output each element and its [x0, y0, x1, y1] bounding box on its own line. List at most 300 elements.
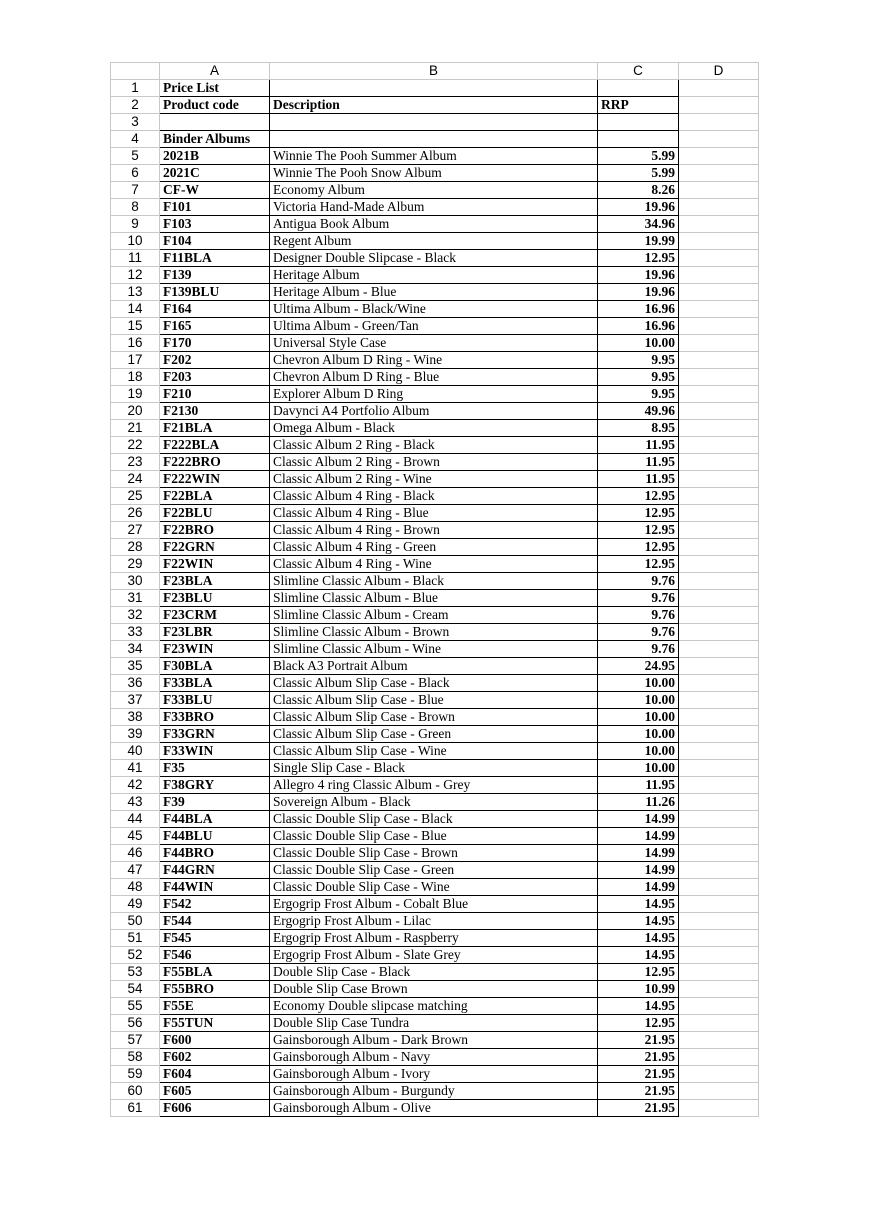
cell-product-code[interactable]: F542	[160, 896, 270, 913]
row-number[interactable]: 40	[111, 743, 160, 760]
row-number[interactable]: 58	[111, 1049, 160, 1066]
cell-column-d[interactable]	[679, 505, 759, 522]
cell-description[interactable]	[270, 131, 598, 148]
cell-product-code[interactable]: F604	[160, 1066, 270, 1083]
row-number[interactable]: 10	[111, 233, 160, 250]
row-number[interactable]: 7	[111, 182, 160, 199]
row-number[interactable]: 23	[111, 454, 160, 471]
cell-rrp[interactable]: 19.96	[598, 284, 679, 301]
cell-column-d[interactable]	[679, 114, 759, 131]
cell-rrp[interactable]: 16.96	[598, 318, 679, 335]
cell-rrp[interactable]: 14.99	[598, 879, 679, 896]
cell-rrp[interactable]: 21.95	[598, 1100, 679, 1117]
cell-rrp[interactable]: 10.00	[598, 675, 679, 692]
cell-rrp[interactable]: 21.95	[598, 1066, 679, 1083]
cell-product-code[interactable]: F44BLA	[160, 811, 270, 828]
cell-description[interactable]: Classic Double Slip Case - Blue	[270, 828, 598, 845]
row-number[interactable]: 31	[111, 590, 160, 607]
cell-product-code[interactable]: F139BLU	[160, 284, 270, 301]
cell-column-d[interactable]	[679, 369, 759, 386]
cell-column-d[interactable]	[679, 947, 759, 964]
cell-rrp[interactable]: 14.95	[598, 947, 679, 964]
cell-rrp[interactable]: 21.95	[598, 1083, 679, 1100]
row-number[interactable]: 32	[111, 607, 160, 624]
cell-rrp[interactable]: 14.99	[598, 828, 679, 845]
cell-rrp[interactable]: 9.76	[598, 624, 679, 641]
cell-rrp[interactable]: 10.00	[598, 743, 679, 760]
cell-description[interactable]: Chevron Album D Ring - Wine	[270, 352, 598, 369]
row-number[interactable]: 3	[111, 114, 160, 131]
cell-product-code[interactable]: F33BLA	[160, 675, 270, 692]
row-number[interactable]: 49	[111, 896, 160, 913]
cell-product-code[interactable]: F11BLA	[160, 250, 270, 267]
cell-rrp[interactable]: 24.95	[598, 658, 679, 675]
row-number[interactable]: 36	[111, 675, 160, 692]
row-number[interactable]: 21	[111, 420, 160, 437]
cell-description[interactable]: Heritage Album - Blue	[270, 284, 598, 301]
cell-rrp[interactable]: 8.26	[598, 182, 679, 199]
row-number[interactable]: 29	[111, 556, 160, 573]
cell-rrp[interactable]: 10.00	[598, 760, 679, 777]
cell-rrp[interactable]: 14.99	[598, 862, 679, 879]
row-number[interactable]: 12	[111, 267, 160, 284]
cell-column-d[interactable]	[679, 828, 759, 845]
cell-description[interactable]: Gainsborough Album - Burgundy	[270, 1083, 598, 1100]
cell-product-code[interactable]: F101	[160, 199, 270, 216]
cell-product-code[interactable]: F23BLA	[160, 573, 270, 590]
row-number[interactable]: 27	[111, 522, 160, 539]
cell-description[interactable]: Double Slip Case Brown	[270, 981, 598, 998]
cell-product-code[interactable]: F22BLA	[160, 488, 270, 505]
cell-product-code[interactable]: 2021B	[160, 148, 270, 165]
cell-description[interactable]: Classic Album 4 Ring - Green	[270, 539, 598, 556]
cell-column-d[interactable]	[679, 675, 759, 692]
cell-description[interactable]: Classic Album Slip Case - Black	[270, 675, 598, 692]
row-number[interactable]: 11	[111, 250, 160, 267]
cell-rrp[interactable]: 19.96	[598, 267, 679, 284]
cell-rrp[interactable]: 14.99	[598, 845, 679, 862]
cell-column-d[interactable]	[679, 216, 759, 233]
cell-description[interactable]: Classic Album 4 Ring - Black	[270, 488, 598, 505]
row-number[interactable]: 30	[111, 573, 160, 590]
cell-column-d[interactable]	[679, 352, 759, 369]
cell-rrp[interactable]: 12.95	[598, 1015, 679, 1032]
cell-column-d[interactable]	[679, 488, 759, 505]
cell-product-code[interactable]: F33BLU	[160, 692, 270, 709]
cell-product-code[interactable]: F44BRO	[160, 845, 270, 862]
row-number[interactable]: 16	[111, 335, 160, 352]
row-number[interactable]: 35	[111, 658, 160, 675]
cell-column-d[interactable]	[679, 862, 759, 879]
cell-description[interactable]: Slimline Classic Album - Brown	[270, 624, 598, 641]
cell-rrp[interactable]: 12.95	[598, 522, 679, 539]
cell-description[interactable]: Heritage Album	[270, 267, 598, 284]
cell-column-d[interactable]	[679, 1083, 759, 1100]
row-number[interactable]: 37	[111, 692, 160, 709]
cell-description[interactable]: Classic Album 2 Ring - Wine	[270, 471, 598, 488]
cell-column-d[interactable]	[679, 879, 759, 896]
cell-column-d[interactable]	[679, 760, 759, 777]
cell-product-code[interactable]: F545	[160, 930, 270, 947]
cell-column-d[interactable]	[679, 641, 759, 658]
cell-product-code[interactable]: F2130	[160, 403, 270, 420]
cell-description[interactable]: Economy Double slipcase matching	[270, 998, 598, 1015]
cell-rrp[interactable]: 12.95	[598, 250, 679, 267]
row-number[interactable]: 34	[111, 641, 160, 658]
cell-description[interactable]: Classic Double Slip Case - Black	[270, 811, 598, 828]
cell-description[interactable]: Explorer Album D Ring	[270, 386, 598, 403]
cell-rrp[interactable]: 9.76	[598, 590, 679, 607]
cell-description[interactable]: Gainsborough Album - Navy	[270, 1049, 598, 1066]
row-number[interactable]: 61	[111, 1100, 160, 1117]
cell-column-d[interactable]	[679, 709, 759, 726]
cell-product-code[interactable]: F544	[160, 913, 270, 930]
cell-description[interactable]: Omega Album - Black	[270, 420, 598, 437]
cell-column-d[interactable]	[679, 794, 759, 811]
cell-description[interactable]: Winnie The Pooh Summer Album	[270, 148, 598, 165]
cell-column-d[interactable]	[679, 403, 759, 420]
cell-rrp[interactable]: 21.95	[598, 1032, 679, 1049]
cell-product-code[interactable]: F165	[160, 318, 270, 335]
cell-column-d[interactable]	[679, 930, 759, 947]
cell-rrp[interactable]: 19.99	[598, 233, 679, 250]
corner-cell[interactable]	[111, 63, 160, 80]
row-number[interactable]: 55	[111, 998, 160, 1015]
row-number[interactable]: 48	[111, 879, 160, 896]
cell-rrp[interactable]: 16.96	[598, 301, 679, 318]
cell-rrp[interactable]: 11.95	[598, 471, 679, 488]
cell-rrp[interactable]: 5.99	[598, 148, 679, 165]
row-number[interactable]: 25	[111, 488, 160, 505]
row-number[interactable]: 60	[111, 1083, 160, 1100]
cell-description[interactable]: Classic Album Slip Case - Green	[270, 726, 598, 743]
cell-rrp[interactable]	[598, 131, 679, 148]
cell-product-code[interactable]: F139	[160, 267, 270, 284]
row-number[interactable]: 47	[111, 862, 160, 879]
cell-product-code[interactable]: F170	[160, 335, 270, 352]
cell-description[interactable]: Winnie The Pooh Snow Album	[270, 165, 598, 182]
cell-product-code[interactable]: F33BRO	[160, 709, 270, 726]
cell-column-d[interactable]	[679, 267, 759, 284]
cell-rrp[interactable]: 34.96	[598, 216, 679, 233]
cell-description[interactable]: Davynci A4 Portfolio Album	[270, 403, 598, 420]
cell-column-d[interactable]	[679, 182, 759, 199]
cell-rrp[interactable]: 12.95	[598, 964, 679, 981]
cell-rrp[interactable]: 12.95	[598, 539, 679, 556]
cell-product-code[interactable]: F55TUN	[160, 1015, 270, 1032]
cell-column-d[interactable]	[679, 777, 759, 794]
cell-column-d[interactable]	[679, 131, 759, 148]
cell-rrp[interactable]: 9.95	[598, 386, 679, 403]
cell-rrp[interactable]: 9.76	[598, 641, 679, 658]
row-number[interactable]: 1	[111, 80, 160, 97]
cell-rrp[interactable]: 5.99	[598, 165, 679, 182]
cell-column-d[interactable]	[679, 845, 759, 862]
cell-description[interactable]: Sovereign Album - Black	[270, 794, 598, 811]
cell-product-code[interactable]: 2021C	[160, 165, 270, 182]
cell-rrp[interactable]: 49.96	[598, 403, 679, 420]
cell-rrp[interactable]: 11.95	[598, 777, 679, 794]
cell-rrp[interactable]: 11.26	[598, 794, 679, 811]
cell-description[interactable]: Ultima Album - Black/Wine	[270, 301, 598, 318]
cell-product-code[interactable]: F55E	[160, 998, 270, 1015]
cell-rrp[interactable]: 19.96	[598, 199, 679, 216]
row-number[interactable]: 14	[111, 301, 160, 318]
cell-rrp[interactable]: 9.76	[598, 573, 679, 590]
cell-column-d[interactable]	[679, 301, 759, 318]
cell-column-d[interactable]	[679, 148, 759, 165]
cell-product-code[interactable]: Price List	[160, 80, 270, 97]
cell-product-code[interactable]: F44BLU	[160, 828, 270, 845]
cell-description[interactable]: Classic Album Slip Case - Wine	[270, 743, 598, 760]
row-number[interactable]: 52	[111, 947, 160, 964]
cell-rrp[interactable]: 9.76	[598, 607, 679, 624]
cell-product-code[interactable]: F222BLA	[160, 437, 270, 454]
cell-product-code[interactable]	[160, 114, 270, 131]
row-number[interactable]: 44	[111, 811, 160, 828]
cell-rrp[interactable]: 10.00	[598, 692, 679, 709]
cell-description[interactable]: Classic Album 4 Ring - Wine	[270, 556, 598, 573]
cell-rrp[interactable]: 10.00	[598, 726, 679, 743]
row-number[interactable]: 53	[111, 964, 160, 981]
cell-rrp[interactable]: 12.95	[598, 556, 679, 573]
cell-product-code[interactable]: F35	[160, 760, 270, 777]
cell-product-code[interactable]: F38GRY	[160, 777, 270, 794]
row-number[interactable]: 51	[111, 930, 160, 947]
cell-product-code[interactable]: F104	[160, 233, 270, 250]
cell-description[interactable]: Slimline Classic Album - Blue	[270, 590, 598, 607]
cell-description[interactable]: Single Slip Case - Black	[270, 760, 598, 777]
column-header-b[interactable]: B	[270, 63, 598, 80]
cell-description[interactable]: Allegro 4 ring Classic Album - Grey	[270, 777, 598, 794]
cell-product-code[interactable]: F23LBR	[160, 624, 270, 641]
cell-column-d[interactable]	[679, 233, 759, 250]
cell-product-code[interactable]: CF-W	[160, 182, 270, 199]
row-number[interactable]: 46	[111, 845, 160, 862]
cell-description[interactable]: Designer Double Slipcase - Black	[270, 250, 598, 267]
cell-product-code[interactable]: F164	[160, 301, 270, 318]
cell-description[interactable]: Classic Album 2 Ring - Black	[270, 437, 598, 454]
cell-description[interactable]: Classic Double Slip Case - Green	[270, 862, 598, 879]
cell-column-d[interactable]	[679, 896, 759, 913]
cell-column-d[interactable]	[679, 284, 759, 301]
row-number[interactable]: 4	[111, 131, 160, 148]
row-number[interactable]: 19	[111, 386, 160, 403]
cell-column-d[interactable]	[679, 335, 759, 352]
cell-product-code[interactable]: F39	[160, 794, 270, 811]
cell-description[interactable]: Universal Style Case	[270, 335, 598, 352]
row-number[interactable]: 41	[111, 760, 160, 777]
cell-product-code[interactable]: F55BRO	[160, 981, 270, 998]
cell-rrp[interactable]: 14.95	[598, 998, 679, 1015]
cell-description[interactable]: Slimline Classic Album - Wine	[270, 641, 598, 658]
column-header-a[interactable]: A	[160, 63, 270, 80]
row-number[interactable]: 59	[111, 1066, 160, 1083]
cell-rrp[interactable]: RRP	[598, 97, 679, 114]
cell-column-d[interactable]	[679, 811, 759, 828]
cell-product-code[interactable]: F23WIN	[160, 641, 270, 658]
column-header-d[interactable]: D	[679, 63, 759, 80]
cell-column-d[interactable]	[679, 80, 759, 97]
cell-product-code[interactable]: F22BRO	[160, 522, 270, 539]
cell-column-d[interactable]	[679, 692, 759, 709]
cell-product-code[interactable]: F33GRN	[160, 726, 270, 743]
cell-description[interactable]: Victoria Hand-Made Album	[270, 199, 598, 216]
cell-description[interactable]: Chevron Album D Ring - Blue	[270, 369, 598, 386]
cell-column-d[interactable]	[679, 726, 759, 743]
cell-column-d[interactable]	[679, 199, 759, 216]
cell-description[interactable]: Ergogrip Frost Album - Raspberry	[270, 930, 598, 947]
cell-rrp[interactable]: 12.95	[598, 488, 679, 505]
row-number[interactable]: 45	[111, 828, 160, 845]
cell-product-code[interactable]: F222BRO	[160, 454, 270, 471]
cell-product-code[interactable]: F203	[160, 369, 270, 386]
cell-column-d[interactable]	[679, 913, 759, 930]
cell-description[interactable]: Classic Double Slip Case - Wine	[270, 879, 598, 896]
row-number[interactable]: 39	[111, 726, 160, 743]
cell-rrp[interactable]: 8.95	[598, 420, 679, 437]
cell-product-code[interactable]: F22WIN	[160, 556, 270, 573]
cell-description[interactable]: Gainsborough Album - Olive	[270, 1100, 598, 1117]
row-number[interactable]: 54	[111, 981, 160, 998]
cell-column-d[interactable]	[679, 964, 759, 981]
cell-rrp[interactable]: 14.95	[598, 913, 679, 930]
cell-product-code[interactable]: F222WIN	[160, 471, 270, 488]
cell-product-code[interactable]: F605	[160, 1083, 270, 1100]
cell-rrp[interactable]: 14.95	[598, 930, 679, 947]
cell-description[interactable]: Classic Album 2 Ring - Brown	[270, 454, 598, 471]
row-number[interactable]: 6	[111, 165, 160, 182]
row-number[interactable]: 9	[111, 216, 160, 233]
cell-column-d[interactable]	[679, 743, 759, 760]
cell-rrp[interactable]: 10.00	[598, 335, 679, 352]
row-number[interactable]: 26	[111, 505, 160, 522]
cell-rrp[interactable]: 14.95	[598, 896, 679, 913]
cell-rrp[interactable]	[598, 114, 679, 131]
cell-rrp[interactable]: 21.95	[598, 1049, 679, 1066]
cell-description[interactable]: Classic Double Slip Case - Brown	[270, 845, 598, 862]
cell-description[interactable]: Classic Album Slip Case - Blue	[270, 692, 598, 709]
cell-column-d[interactable]	[679, 539, 759, 556]
cell-column-d[interactable]	[679, 607, 759, 624]
cell-product-code[interactable]: F23CRM	[160, 607, 270, 624]
row-number[interactable]: 13	[111, 284, 160, 301]
cell-column-d[interactable]	[679, 250, 759, 267]
cell-column-d[interactable]	[679, 573, 759, 590]
cell-column-d[interactable]	[679, 165, 759, 182]
cell-product-code[interactable]: F602	[160, 1049, 270, 1066]
cell-description[interactable]: Regent Album	[270, 233, 598, 250]
cell-product-code[interactable]: Product code	[160, 97, 270, 114]
row-number[interactable]: 42	[111, 777, 160, 794]
cell-rrp[interactable]: 10.99	[598, 981, 679, 998]
cell-column-d[interactable]	[679, 1049, 759, 1066]
cell-column-d[interactable]	[679, 624, 759, 641]
cell-description[interactable]	[270, 114, 598, 131]
cell-description[interactable]: Classic Album 4 Ring - Brown	[270, 522, 598, 539]
cell-product-code[interactable]: F606	[160, 1100, 270, 1117]
cell-column-d[interactable]	[679, 1032, 759, 1049]
cell-rrp[interactable]: 12.95	[598, 505, 679, 522]
cell-description[interactable]: Ergogrip Frost Album - Slate Grey	[270, 947, 598, 964]
cell-description[interactable]: Ergogrip Frost Album - Lilac	[270, 913, 598, 930]
cell-column-d[interactable]	[679, 981, 759, 998]
cell-description[interactable]: Antigua Book Album	[270, 216, 598, 233]
row-number[interactable]: 2	[111, 97, 160, 114]
row-number[interactable]: 20	[111, 403, 160, 420]
cell-column-d[interactable]	[679, 658, 759, 675]
cell-description[interactable]: Slimline Classic Album - Black	[270, 573, 598, 590]
cell-product-code[interactable]: F210	[160, 386, 270, 403]
cell-column-d[interactable]	[679, 318, 759, 335]
cell-column-d[interactable]	[679, 437, 759, 454]
row-number[interactable]: 24	[111, 471, 160, 488]
cell-description[interactable]: Gainsborough Album - Ivory	[270, 1066, 598, 1083]
cell-description[interactable]: Double Slip Case Tundra	[270, 1015, 598, 1032]
row-number[interactable]: 28	[111, 539, 160, 556]
cell-description[interactable]: Black A3 Portrait Album	[270, 658, 598, 675]
cell-product-code[interactable]: F22GRN	[160, 539, 270, 556]
row-number[interactable]: 22	[111, 437, 160, 454]
cell-description[interactable]: Double Slip Case - Black	[270, 964, 598, 981]
row-number[interactable]: 5	[111, 148, 160, 165]
cell-product-code[interactable]: F103	[160, 216, 270, 233]
row-number[interactable]: 33	[111, 624, 160, 641]
row-number[interactable]: 17	[111, 352, 160, 369]
cell-column-d[interactable]	[679, 1015, 759, 1032]
row-number[interactable]: 15	[111, 318, 160, 335]
cell-column-d[interactable]	[679, 522, 759, 539]
row-number[interactable]: 38	[111, 709, 160, 726]
cell-description[interactable]: Gainsborough Album - Dark Brown	[270, 1032, 598, 1049]
cell-rrp[interactable]: 14.99	[598, 811, 679, 828]
cell-description[interactable]: Ergogrip Frost Album - Cobalt Blue	[270, 896, 598, 913]
cell-column-d[interactable]	[679, 1066, 759, 1083]
cell-product-code[interactable]: Binder Albums	[160, 131, 270, 148]
cell-rrp[interactable]: 10.00	[598, 709, 679, 726]
cell-column-d[interactable]	[679, 454, 759, 471]
row-number[interactable]: 50	[111, 913, 160, 930]
cell-product-code[interactable]: F23BLU	[160, 590, 270, 607]
cell-product-code[interactable]: F33WIN	[160, 743, 270, 760]
cell-column-d[interactable]	[679, 556, 759, 573]
cell-column-d[interactable]	[679, 1100, 759, 1117]
cell-rrp[interactable]: 11.95	[598, 454, 679, 471]
cell-product-code[interactable]: F202	[160, 352, 270, 369]
cell-description[interactable]: Slimline Classic Album - Cream	[270, 607, 598, 624]
cell-product-code[interactable]: F600	[160, 1032, 270, 1049]
cell-product-code[interactable]: F55BLA	[160, 964, 270, 981]
cell-column-d[interactable]	[679, 420, 759, 437]
cell-column-d[interactable]	[679, 471, 759, 488]
cell-description[interactable]: Ultima Album - Green/Tan	[270, 318, 598, 335]
cell-column-d[interactable]	[679, 590, 759, 607]
cell-description[interactable]: Description	[270, 97, 598, 114]
row-number[interactable]: 57	[111, 1032, 160, 1049]
cell-rrp[interactable]: 9.95	[598, 352, 679, 369]
row-number[interactable]: 8	[111, 199, 160, 216]
cell-column-d[interactable]	[679, 97, 759, 114]
cell-description[interactable]: Economy Album	[270, 182, 598, 199]
cell-product-code[interactable]: F21BLA	[160, 420, 270, 437]
column-header-c[interactable]: C	[598, 63, 679, 80]
row-number[interactable]: 56	[111, 1015, 160, 1032]
cell-rrp[interactable]	[598, 80, 679, 97]
cell-description[interactable]: Classic Album 4 Ring - Blue	[270, 505, 598, 522]
cell-product-code[interactable]: F44WIN	[160, 879, 270, 896]
cell-column-d[interactable]	[679, 998, 759, 1015]
cell-product-code[interactable]: F546	[160, 947, 270, 964]
